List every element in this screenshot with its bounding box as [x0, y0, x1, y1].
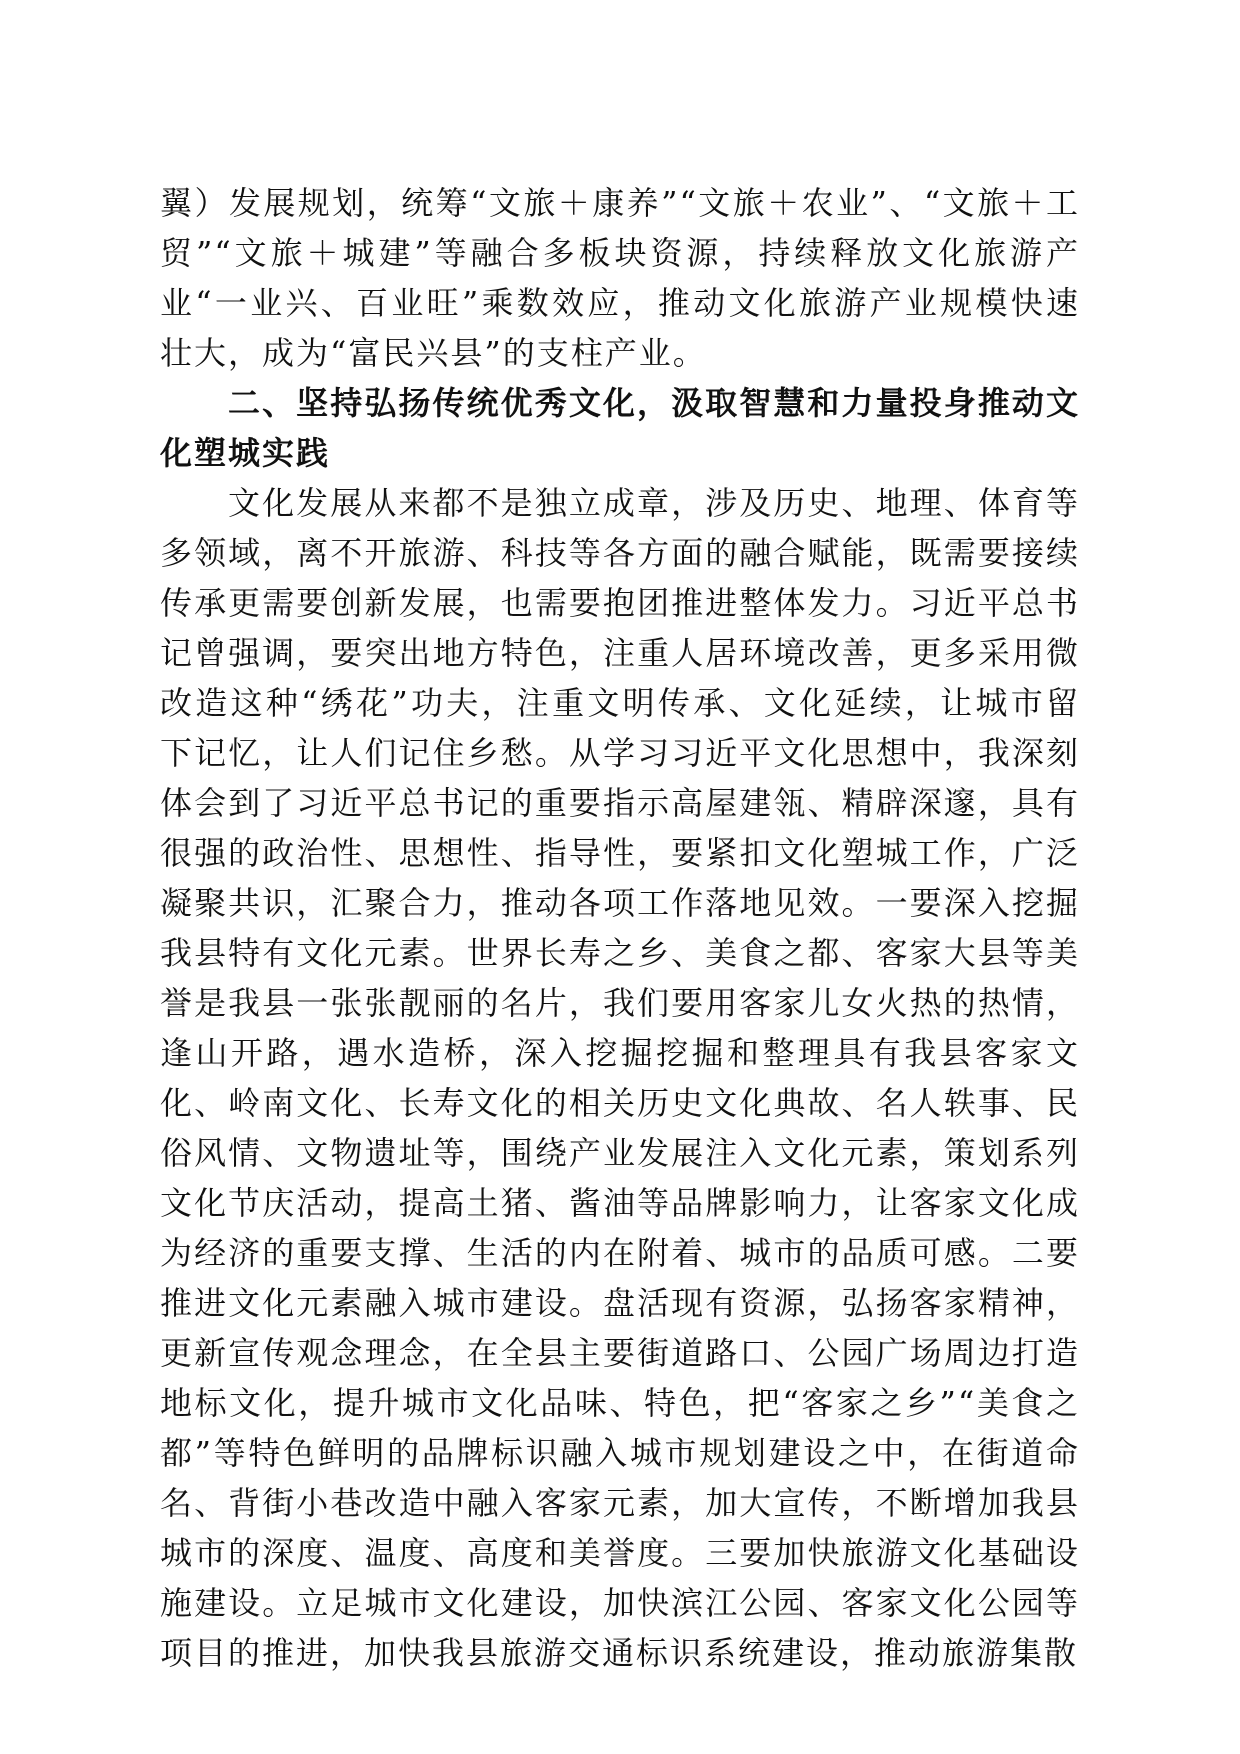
document-page: [160, 178, 1080, 1678]
section-heading: 二、坚持弘扬传统优秀文化，汲取智慧和力量投身推动文化塑城实践: [160, 384, 1080, 472]
paragraph-continued: 翼）发展规划，统筹“文旅＋康养”“文旅＋农业”、“文旅＋工贸”“文旅＋城建”等融合多板块资源，持续释放文化旅游产业“一业兴、百业旺”乘数效应，推动文化旅游产业规模快速壮大，成为“富民兴县”的支柱产业。: [160, 184, 1080, 372]
paragraph-body: 文化发展从来都不是独立成章，涉及历史、地理、体育等多领域，离不开旅游、科技等各方面的融合赋能，既需要接续传承更需要创新发展，也需要抱团推进整体发力。习近平总书记曾强调，要突出地方特色，注重人居环境改善，更多采用微改造这种“绣花”功夫，注重文明传承、文化延续，让城市留下记忆，让人们记住乡愁。从学习习近平文化思想中，我深刻体会到了习近平总书记的重要指示高屋建瓴、精辟深邃，具有很强的政治性、思想性、指导性，要紧扣文化塑城工作，广泛凝聚共识，汇聚合力，推动各项工作落地见效。一要深入挖掘我县特有文化元素。世界长寿之乡、美食之都、客家大县等美誉是我县一张张靓丽的名片，我们要用客家儿女火热的热情，逢山开路，遇水造桥，深入挖掘挖掘和整理具有我县客家文化、岭南文化、长寿文化的相关历史文化典故、名人轶事、民俗风情、文物遗址等，围绕产业发展注入文化元素，策划系列文化节庆活动，提高土猪、酱油等品牌影响力，让客家文化成为经济的重要支撑、生活的内在附着、城市的品质可感。二要推进文化元素融入城市建设。盘活现有资源，弘扬客家精神，更新宣传观念理念，在全县主要街道路口、公园广场周边打造地标文化，提升城市文化品味、特色，把“客家之乡”“美食之都”等特色鲜明的品牌标识融入城市规划建设之中，在街道命名、背街小巷改造中融入客家元素，加大宣传，不断增加我县城市的深度、温度、高度和美誉度。三要加快旅游文化基础设施建设。立足城市文化建设，加快滨江公园、客家文化公园等项目的推进，加快我县旅游交通标识系统建设，推动旅游集散: [160, 484, 1080, 1672]
